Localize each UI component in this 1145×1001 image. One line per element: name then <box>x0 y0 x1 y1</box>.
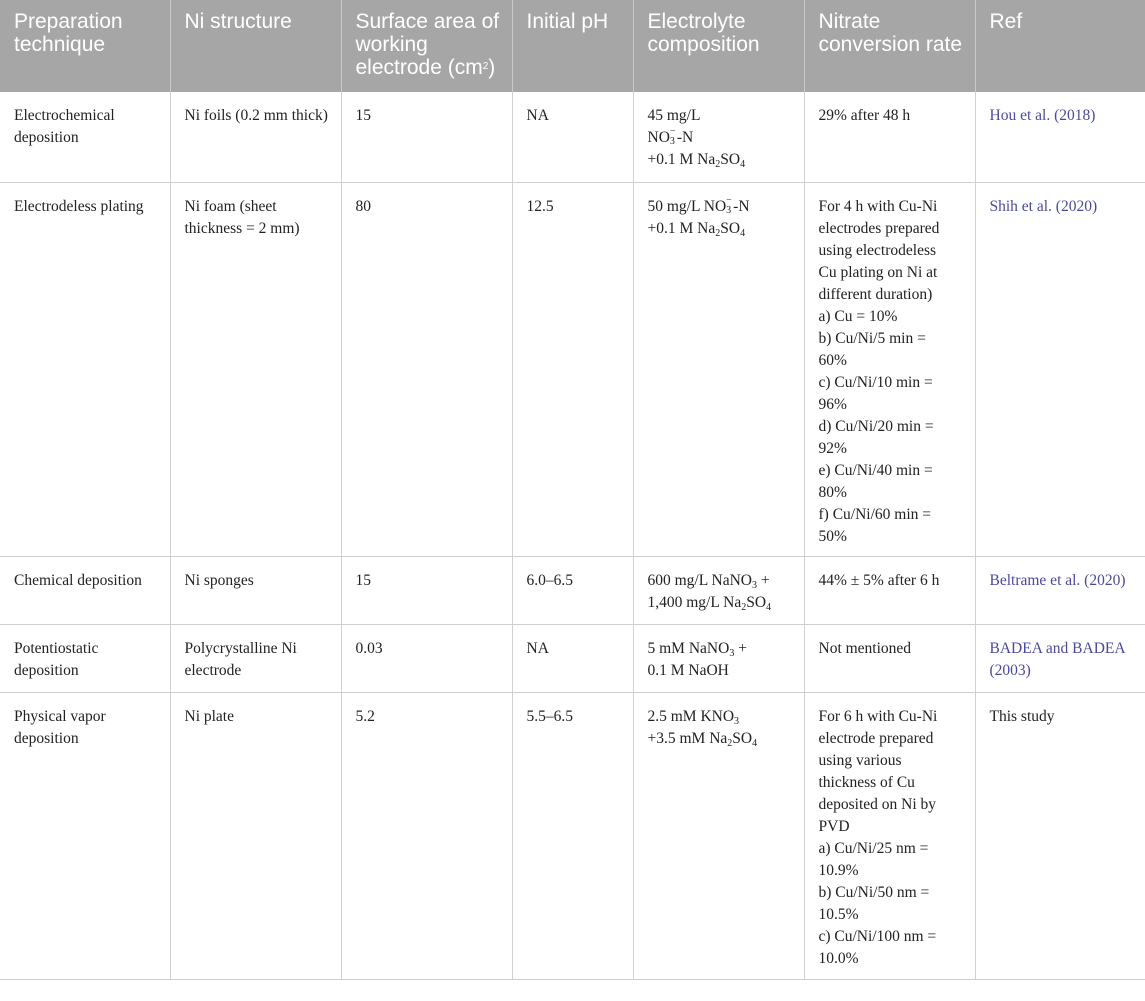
rate-line: For 4 h with Cu-Ni <box>818 197 938 215</box>
electrolyte-text: 1,400 mg/L Na <box>647 593 742 611</box>
electrolyte-text: 600 mg/L NaNO <box>647 571 752 589</box>
rate-line: PVD <box>818 817 850 835</box>
electrolyte-line <box>648 728 794 750</box>
rate-line: 10.9% <box>818 861 859 879</box>
superscript: − <box>669 126 676 138</box>
reference-link[interactable]: BADEA and BADEA (2003) <box>989 639 1125 679</box>
cell-surface-area: 80 <box>341 182 512 556</box>
header-ni-structure: Ni structure <box>170 0 341 92</box>
cell-surface-area: 0.03 <box>341 624 512 692</box>
electrolyte-text: NO <box>647 129 670 146</box>
subscript: 3 <box>729 647 735 659</box>
rate-line: 92% <box>818 439 847 457</box>
electrolyte-text: SO <box>746 593 767 611</box>
cell-surface-area: 15 <box>341 92 512 182</box>
ion-notation <box>669 126 677 148</box>
rate-line: c) Cu/Ni/100 nm = <box>818 927 937 945</box>
header-surface-area-sup: 2 <box>482 61 489 72</box>
header-initial-ph: Initial pH <box>512 0 633 92</box>
subscript: 3 <box>726 204 732 216</box>
rate-line: using electrodeless <box>818 241 937 259</box>
cell-initial-ph: 6.0–6.5 <box>512 556 633 624</box>
reference-link[interactable]: Shih et al. (2020) <box>989 197 1098 215</box>
table-row <box>0 692 1145 979</box>
cell-ref <box>975 92 1145 182</box>
ion-notation <box>726 194 733 216</box>
rate-line: 80% <box>818 483 847 501</box>
rate-line: 10.5% <box>818 905 859 923</box>
subscript: 3 <box>751 579 757 591</box>
cell-nitrate-conversion-rate <box>804 182 975 556</box>
rate-line: d) Cu/Ni/20 min = <box>818 417 934 435</box>
rate-line: a) Cu/Ni/25 nm = <box>818 839 929 857</box>
electrolyte-line <box>648 592 794 614</box>
rate-line: f) Cu/Ni/60 min = <box>818 505 932 523</box>
cell-nitrate-conversion-rate: Not mentioned <box>804 624 975 692</box>
subscript: 3 <box>669 136 675 148</box>
header-ref: Ref <box>975 0 1145 92</box>
cell-preparation-technique: Physical vapor deposition <box>0 692 170 979</box>
electrolyte-line: 45 mg/L <box>647 107 701 124</box>
cell-initial-ph: 12.5 <box>512 182 633 556</box>
rate-line: electrode prepared <box>818 729 934 747</box>
electrolyte-line <box>648 196 794 218</box>
cell-electrolyte-composition <box>633 92 804 182</box>
cell-ni-structure: Ni foils (0.2 mm thick) <box>170 92 341 182</box>
electrolyte-text: 50 mg/L NO <box>647 197 727 215</box>
electrolyte-text: 5 mM NaNO <box>647 639 730 657</box>
electrolyte-line <box>648 570 794 592</box>
reference-link[interactable]: Hou et al. (2018) <box>989 107 1096 124</box>
cell-electrolyte-composition <box>633 556 804 624</box>
subscript: 2 <box>741 601 747 613</box>
electrolyte-text: SO <box>720 151 741 168</box>
subscript: 4 <box>752 737 758 749</box>
rate-line: 10.0% <box>818 949 859 967</box>
rate-line: electrodes prepared <box>818 219 940 237</box>
header-preparation-technique: Preparation technique <box>0 0 170 92</box>
electrolyte-line <box>648 149 794 171</box>
electrolyte-line <box>648 638 794 660</box>
header-electrolyte-composition: Electrolyte composition <box>633 0 804 92</box>
rate-line: a) Cu = 10% <box>818 307 898 325</box>
cell-surface-area: 15 <box>341 556 512 624</box>
subscript: 4 <box>740 159 746 170</box>
electrolyte-line <box>648 218 794 240</box>
electrolyte-text: + <box>756 571 770 589</box>
cell-preparation-technique: Chemical deposition <box>0 556 170 624</box>
subscript: 2 <box>727 737 733 749</box>
subscript: 4 <box>740 227 746 239</box>
cell-nitrate-conversion-rate <box>804 692 975 979</box>
cell-preparation-technique: Electrodeless plating <box>0 182 170 556</box>
table-row <box>0 624 1145 692</box>
electrolyte-text: +3.5 mM Na <box>647 729 728 747</box>
cell-ni-structure: Ni sponges <box>170 556 341 624</box>
rate-line: Cu plating on Ni at <box>818 263 938 281</box>
electrolyte-text: -N <box>676 129 694 146</box>
superscript: − <box>726 194 732 206</box>
rate-line: b) Cu/Ni/5 min = <box>818 329 926 347</box>
cell-preparation-technique: Electrochemical deposition <box>0 92 170 182</box>
cell-surface-area: 5.2 <box>341 692 512 979</box>
header-surface-area-close: ) <box>488 56 496 79</box>
cell-ni-structure: Ni plate <box>170 692 341 979</box>
table-row <box>0 182 1145 556</box>
electrolyte-text: SO <box>720 219 741 237</box>
electrolyte-text: + <box>734 639 747 657</box>
cell-ni-structure: Ni foam (sheet thickness = 2 mm) <box>170 182 341 556</box>
table-row <box>0 556 1145 624</box>
electrolyte-text: -N <box>733 197 750 215</box>
electrolyte-line <box>648 127 794 149</box>
subscript: 3 <box>734 715 740 727</box>
cell-initial-ph: NA <box>512 92 633 182</box>
rate-line: b) Cu/Ni/50 nm = <box>818 883 930 901</box>
cell-ref: This study <box>975 692 1145 979</box>
subscript: 2 <box>715 159 721 170</box>
header-surface-area-text: Surface area of working electrode (cm <box>355 10 500 79</box>
electrolyte-text: +0.1 M Na <box>647 151 716 168</box>
electrolyte-text: 2.5 mM KNO <box>647 707 735 725</box>
cell-electrolyte-composition <box>633 182 804 556</box>
cell-electrolyte-composition <box>633 692 804 979</box>
cell-nitrate-conversion-rate: 44% ± 5% after 6 h <box>804 556 975 624</box>
rate-line: thickness of Cu <box>818 773 915 791</box>
rate-line: For 6 h with Cu-Ni <box>818 707 938 725</box>
cell-initial-ph: NA <box>512 624 633 692</box>
rate-line: c) Cu/Ni/10 min = <box>818 373 933 391</box>
cell-initial-ph: 5.5–6.5 <box>512 692 633 979</box>
cell-electrolyte-composition <box>633 624 804 692</box>
cell-ni-structure: Polycrystalline Ni electrode <box>170 624 341 692</box>
cell-ref <box>975 556 1145 624</box>
subscript: 4 <box>766 601 772 613</box>
reference-link[interactable]: Beltrame et al. (2020) <box>989 571 1126 589</box>
cell-preparation-technique: Potentiostatic deposition <box>0 624 170 692</box>
rate-line: using various <box>818 751 902 769</box>
cell-ref <box>975 182 1145 556</box>
header-surface-area <box>341 0 512 92</box>
rate-line: 60% <box>818 351 847 369</box>
electrolyte-text: SO <box>732 729 753 747</box>
header-nitrate-conversion-rate: Nitrate conversion rate <box>804 0 975 92</box>
table-row <box>0 92 1145 182</box>
rate-line: different duration) <box>818 285 933 303</box>
cell-nitrate-conversion-rate: 29% after 48 h <box>804 92 975 182</box>
rate-line: 96% <box>818 395 847 413</box>
header-row <box>0 0 1145 92</box>
cell-ref <box>975 624 1145 692</box>
electrolyte-line: 0.1 M NaOH <box>647 661 729 679</box>
subscript: 2 <box>715 227 721 239</box>
rate-line: 50% <box>818 527 847 545</box>
rate-line: e) Cu/Ni/40 min = <box>818 461 933 479</box>
electrolyte-line <box>648 706 794 728</box>
electrolyte-text: +0.1 M Na <box>647 219 716 237</box>
rate-line: deposited on Ni by <box>818 795 937 813</box>
